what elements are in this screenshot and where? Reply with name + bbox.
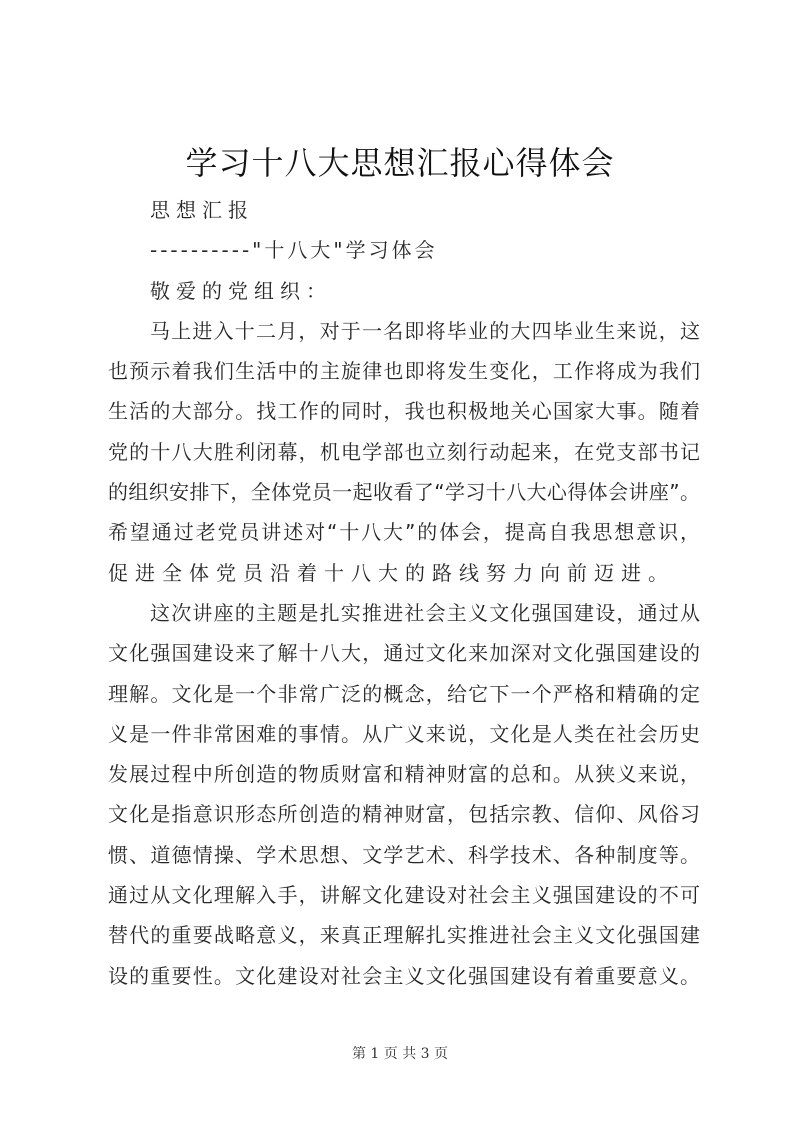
- paragraph-2: [108, 593, 700, 996]
- paragraph-line: 促进全体党员沿着十八大的路线努力向前迈进。: [108, 560, 675, 585]
- salutation: 敬爱的党组织：: [150, 278, 332, 303]
- paragraph-1: [108, 311, 700, 593]
- paragraph-line: 发展过程中所创造的物质财富和精神财富的总和。从狭义来说，: [108, 762, 700, 787]
- paragraph-line: 替代的重要战略意义，来真正理解扎实推进社会主义文化强国建: [108, 923, 700, 948]
- header-line-subtitle: ----------"十八大"学习体会: [150, 238, 438, 263]
- header-line-report: 思想汇报: [150, 198, 254, 222]
- paragraph-line: 希望通过老党员讲述对“十八大”的体会，提高自我思想意识，: [108, 520, 700, 545]
- paragraph-line: 设的重要性。文化建设对社会主义文化强国建设有着重要意义。: [108, 963, 700, 988]
- paragraph-line: 的组织安排下，全体党员一起收看了“学习十八大心得体会讲座”。: [108, 480, 700, 505]
- paragraph-line: 党的十八大胜利闭幕，机电学部也立刻行动起来，在党支部书记: [108, 439, 700, 464]
- document-body: [108, 190, 700, 996]
- paragraph-line: 生活的大部分。找工作的同时，我也积极地关心国家大事。随着: [108, 399, 700, 424]
- document-title: 学习十八大思想汇报心得体会: [185, 144, 615, 182]
- paragraph-line: 也预示着我们生活中的主旋律也即将发生变化，工作将成为我们: [108, 359, 700, 384]
- paragraph-line: 理解。文化是一个非常广泛的概念，给它下一个严格和精确的定: [108, 681, 700, 706]
- paragraph-line: 马上进入十二月，对于一名即将毕业的大四毕业生来说，这: [150, 318, 700, 343]
- paragraph-line: 文化强国建设来了解十八大，通过文化来加深对文化强国建设的: [108, 641, 700, 666]
- paragraph-line: 义是一件非常困难的事情。从广义来说，文化是人类在社会历史: [108, 721, 700, 746]
- paragraph-line: 这次讲座的主题是扎实推进社会主义文化强国建设，通过从: [150, 600, 700, 625]
- page-indicator: 第 1 页 共 3 页: [351, 1046, 449, 1062]
- paragraph-line: 文化是指意识形态所创造的精神财富，包括宗教、信仰、风俗习: [108, 802, 700, 827]
- paragraph-line: 惯、道德情操、学术思想、文学艺术、科学技术、各种制度等。: [108, 842, 700, 867]
- paragraph-line: 通过从文化理解入手，讲解文化建设对社会主义强国建设的不可: [108, 883, 700, 908]
